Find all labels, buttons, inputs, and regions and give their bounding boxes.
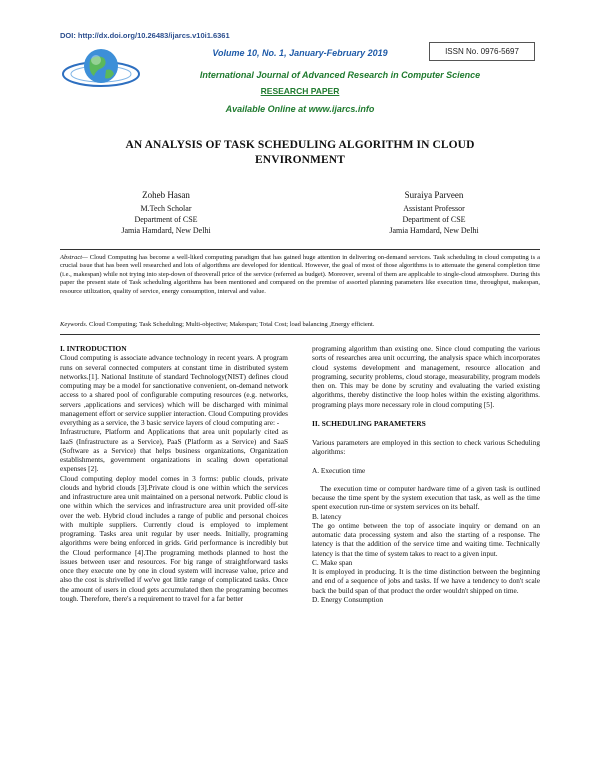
execution-time-text: The execution time or computer hardware time of a given task is outlined because the time spent by the system execution that task, as well as the time spent execution run-time or system services on its behalf.	[312, 483, 540, 512]
title-line-1: AN ANALYSIS OF TASK SCHEDULING ALGORITHM IN CLOUD	[125, 139, 475, 151]
intro-paragraph-3: Cloud computing deploy model comes in 3 forms: public clouds, private clouds and hybrid clouds [3].Private cloud is one within which the services and infrastructure area unit maintained on a personal network. Public cloud is one within which the services and infrastructure area unit provided off-site over the web. Hybrid cloud includes a range of public and personal choices with multiple suppliers. Currently cloud is employed to implement programing. Tasks area unit regular by user needs. Initially, programing algorithms were being enforced in grids. Grid performance is incredibly but the Cloud performance [4].The programing methods planned to host the issues between user and resources. For big range of straightforward tasks once they execute one by one in cloud system will increase value, price and also the cost is shrivelled if we've got little range of complicated tasks. Once the amount of users in cloud gets accumulated then the programing becomes tough. Therefore, there's a requirement to travel for a far better	[60, 473, 288, 603]
subheading-execution-time: A. Execution time	[312, 465, 366, 475]
author-1-inst: Jamia Hamdard, New Delhi	[121, 226, 211, 235]
paper-title	[60, 138, 540, 168]
author-2-dept: Department of CSE	[402, 215, 466, 224]
author-1-role: M.Tech Scholar	[140, 204, 192, 213]
abstract-text: Cloud Computing has become a well-liked computing paradigm that has gained huge attention in delivering on-demand services. Task scheduling in cloud computing is a crucial issue that has been well researched and lots of algorithms are developed for identical. However, the goal of most of those algorithms is to attenuate the general completion time (i.e., makespan) while not trying into step-down of theoverall price of the service (referred as budget). Moreover, several of them are applicable to single-cloud atmosphere. During this paper the present state of Task scheduling algorithms has been mentioned and compared on the premise of assorted planning parameters like execution time, throughput, makespan, resource utilization, quality of service, energy consumption, interval and value.	[60, 254, 540, 295]
intro-paragraph-1: Cloud computing is associate advance technology in recent years. A program runs on several connected computers at constant time in distributed system networks.[1]. National Institute of standard Technology(NIST) defines cloud computing may be a model for sanctionative convenient, on-demand network access to a shared pool of configurable computing resources (e.g. networks, servers ,applications and services) which will be discharged with minimal management effort or service supplier interaction. Cloud Computing provides everything as a service, the 3 basic service layers of cloud computing are: -	[60, 353, 288, 427]
keywords-label: Keywords.	[60, 321, 88, 328]
author-1-dept: Department of CSE	[134, 215, 198, 224]
paper-type: RESEARCH PAPER	[260, 86, 340, 96]
author-2-role: Assistant Professor	[403, 204, 465, 213]
divider-top	[60, 249, 540, 250]
volume-info: Volume 10, No. 1, January-February 2019	[212, 48, 388, 58]
intro-heading: I. INTRODUCTION	[60, 344, 127, 353]
divider-bottom	[60, 334, 540, 335]
author-1	[66, 190, 266, 236]
author-2	[334, 190, 534, 236]
abstract	[60, 254, 540, 296]
latency-text: The go ontime between the top of associate inquiry or demand on an automatic data processing system and also the starting of a response. The latency is that the addition of the service time and waiting time. Technically latency is that the time of system takes to react to a given input.	[312, 520, 540, 558]
scheduling-intro: Various parameters are employed in this section to check various Scheduling algorithms:	[312, 438, 540, 457]
make-span-text: It is employed in producing. It is the time distinction between the beginning and end of a sequence of jobs and tasks. If we have a tendency to don't scale back the build span of that product the order wouldn't shipped on time.	[312, 567, 540, 595]
keywords-text: Cloud Computing; Task Scheduling; Multi-objective; Makespan; Total Cost; load balancing ,Energy efficient.	[87, 321, 375, 328]
subheading-latency: B. latency	[312, 511, 342, 521]
journal-name: International Journal of Advanced Research in Computer Science	[199, 70, 481, 80]
subheading-make-span: C. Make span	[312, 557, 353, 567]
right-column	[312, 344, 540, 604]
intro-paragraph-2: Infrastructure, Platform and Applications that area unit popularly cited as IaaS (Infrastructure as a Service), PaaS (Platform as a Service) and SaaS (Software as a Service) that helps business organizations, Organization establishments, government organizations in scaling down operational expenses [2].	[60, 427, 288, 474]
keywords	[60, 321, 540, 329]
doi-link[interactable]: DOI: http://dx.doi.org/10.26483/ijarcs.v10i1.6361	[60, 31, 230, 40]
abstract-label: Abstract—	[60, 254, 88, 261]
author-2-inst: Jamia Hamdard, New Delhi	[389, 226, 479, 235]
issn-box: ISSN No. 0976-5697	[429, 42, 535, 61]
author-2-name: Suraiya Parveen	[404, 190, 464, 200]
author-1-name: Zoheb Hasan	[142, 190, 190, 200]
scheduling-heading: II. SCHEDULING PARAMETERS	[312, 418, 426, 428]
left-column	[60, 344, 288, 603]
intro-paragraph-4: programing algorithm than existing one. Since cloud computing the various sorts of researches area unit occurring, the analysis space which incorporates cloud systems development and management, resource allocation and programing, security problems, cloud storage, measurability, program models then on. This may be done by scrutiny and evaluating the varied existing algorithms, thereby distinctive the loop holes within the existing algorithms. programing plays more necessary role in cloud computing [5].	[312, 344, 540, 409]
title-line-2: ENVIRONMENT	[255, 154, 345, 166]
subheading-energy-consumption: D. Energy Consumption	[312, 594, 384, 604]
available-online[interactable]: Available Online at www.ijarcs.info	[225, 104, 375, 114]
